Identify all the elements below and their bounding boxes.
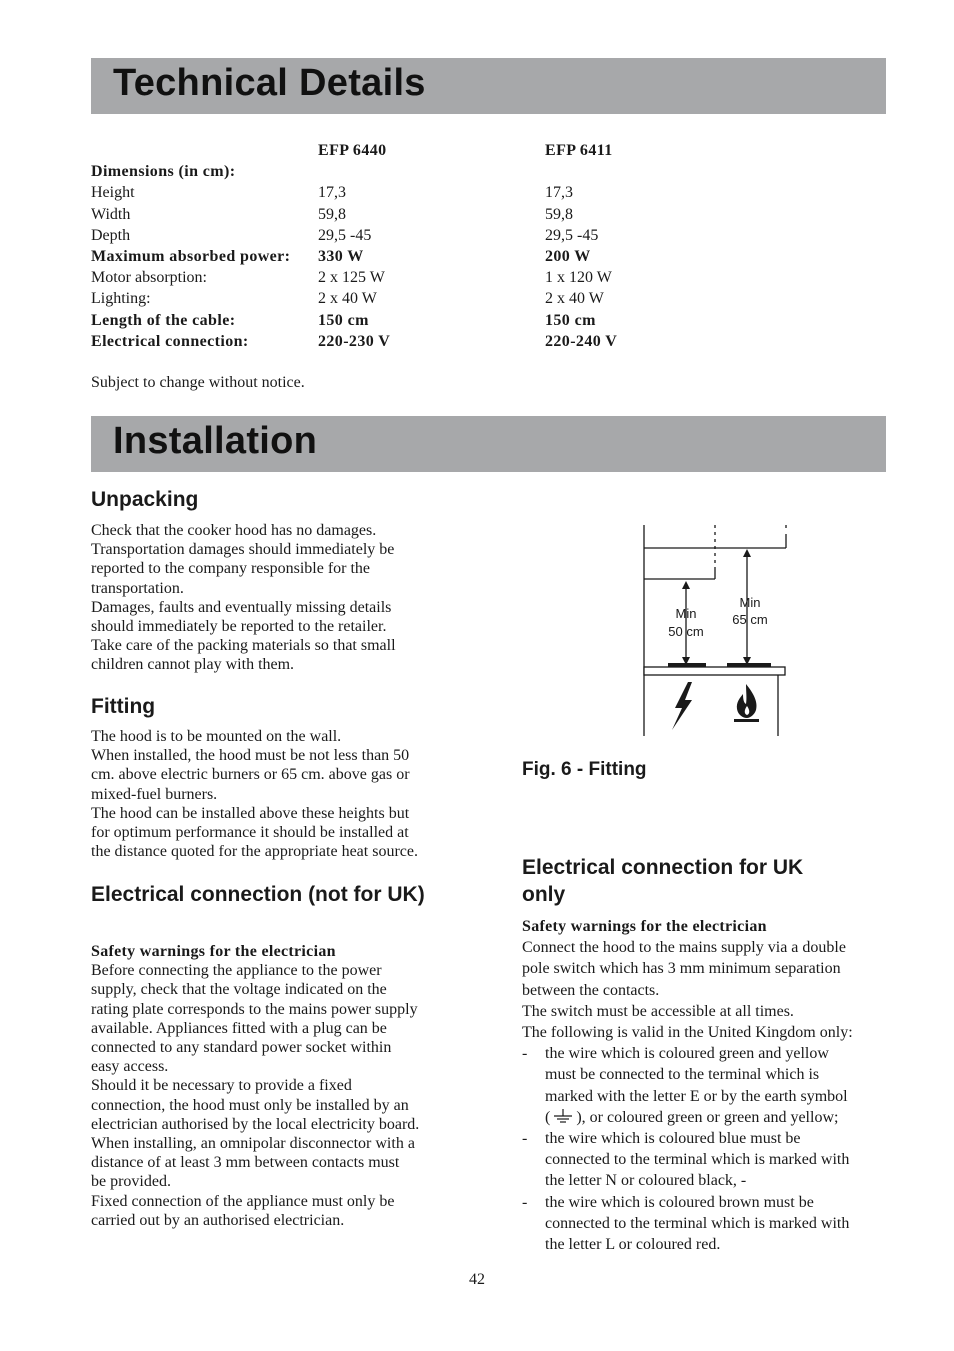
section-title-installation: Installation bbox=[113, 420, 318, 462]
elec-uk-heading: Electrical connection for UK only bbox=[522, 856, 804, 906]
gas-arrow-up bbox=[743, 549, 751, 557]
text-line-tail: ), or coloured green or green and yellow; bbox=[576, 1108, 839, 1126]
fitting-heading: Fitting bbox=[91, 695, 156, 718]
spec-value: 220-240 V bbox=[545, 332, 618, 350]
fitting-text bbox=[91, 727, 418, 861]
spec-label: Depth bbox=[91, 226, 131, 244]
spec-value: 150 cm bbox=[545, 311, 596, 329]
text-line: the wire which is coloured green and yellow bbox=[545, 1045, 829, 1063]
text-line: electrician authorised by the local electricity board. bbox=[91, 1115, 420, 1133]
text-line: Fixed connection of the appliance must only be bbox=[91, 1192, 395, 1210]
spec-value: 17,3 bbox=[545, 184, 573, 202]
dimensions-label: Dimensions (in cm): bbox=[91, 163, 236, 181]
text-line: easy access. bbox=[91, 1058, 169, 1076]
spec-value: 2 x 40 W bbox=[318, 290, 377, 308]
text-line: When installing, an omnipolar disconnector with a bbox=[91, 1135, 415, 1153]
model-2-header: EFP 6411 bbox=[545, 142, 613, 159]
text-line: Should it be necessary to provide a fixed bbox=[91, 1077, 352, 1095]
text-line: mixed-fuel burners. bbox=[91, 785, 218, 803]
elec-uk-subheading: Safety warnings for the electrician bbox=[522, 918, 767, 935]
spec-value: 200 W bbox=[545, 247, 591, 265]
text-line: Before connecting the appliance to the power bbox=[91, 962, 382, 980]
text-line: distance of at least 3 mm between contacts must bbox=[91, 1154, 400, 1172]
spec-value: 29,5 -45 bbox=[545, 226, 599, 244]
text-line: Check that the cooker hood has no damages. bbox=[91, 522, 377, 539]
text-line: children cannot play with them. bbox=[91, 656, 295, 674]
electric-burner bbox=[668, 663, 706, 667]
spec-value: 2 x 40 W bbox=[545, 290, 604, 308]
bullet-dash: - bbox=[522, 1193, 528, 1211]
spec-label: Electrical connection: bbox=[91, 332, 249, 350]
elec-not-uk-text bbox=[91, 942, 419, 1230]
spec-label: Motor absorption: bbox=[91, 269, 207, 287]
figure-caption: Fig. 6 - Fitting bbox=[522, 759, 647, 780]
spec-value: 29,5 -45 bbox=[318, 226, 372, 244]
text-line: Damages, faults and eventually missing details bbox=[91, 598, 392, 616]
notice-text: Subject to change without notice. bbox=[91, 374, 305, 391]
bullet-blue bbox=[522, 1128, 853, 1192]
gas-distance-label: 65 cm bbox=[732, 612, 768, 627]
spec-value: 17,3 bbox=[318, 184, 346, 202]
text-line: Connect the hood to the mains supply via a double bbox=[522, 939, 846, 957]
spec-value: 330 W bbox=[318, 247, 364, 265]
text-line: rating plate corresponds to the mains power supply bbox=[91, 1000, 418, 1018]
text-line: should immediately be reported to the retailer. bbox=[91, 618, 387, 636]
text-line: connected to any standard power socket within bbox=[91, 1039, 392, 1057]
text-line: Take care of the packing materials so that small bbox=[91, 637, 396, 655]
text-line: connected to the terminal which is marked with bbox=[545, 1151, 850, 1169]
text-line: the distance quoted for the appropriate heat source. bbox=[91, 843, 418, 861]
text-line: reported to the company responsible for the bbox=[91, 560, 371, 578]
text-line: the letter N or coloured black, - bbox=[545, 1172, 747, 1190]
spec-label: Width bbox=[91, 205, 131, 223]
text-line: for optimum performance it should be installed at bbox=[91, 824, 409, 842]
text-line: the wire which is coloured brown must be bbox=[545, 1193, 814, 1211]
spec-label: Length of the cable: bbox=[91, 311, 236, 329]
text-line: must be connected to the terminal which is bbox=[545, 1066, 820, 1084]
earth-symbol-icon bbox=[552, 1109, 574, 1123]
page-number: 42 bbox=[469, 1271, 485, 1288]
bullet-green-yellow bbox=[522, 1043, 853, 1128]
text-line: transportation. bbox=[91, 579, 184, 597]
unpacking-text bbox=[91, 521, 396, 675]
unpacking-heading: Unpacking bbox=[91, 488, 199, 511]
spec-value: 220-230 V bbox=[318, 332, 391, 350]
hob-surface bbox=[644, 667, 785, 675]
gas-burner bbox=[727, 663, 771, 667]
text-line: Transportation damages should immediately be bbox=[91, 541, 395, 559]
fitting-diagram bbox=[630, 520, 800, 742]
flame-base-icon bbox=[734, 719, 759, 722]
text-line: be provided. bbox=[91, 1173, 171, 1191]
gas-min-label: Min bbox=[739, 595, 761, 610]
text-line: connected to the terminal which is marked with bbox=[545, 1214, 850, 1232]
text-line: the wire which is coloured blue must be bbox=[545, 1130, 801, 1148]
text-line: The hood is to be mounted on the wall. bbox=[91, 728, 342, 745]
elec-uk-text bbox=[522, 916, 853, 1255]
section-title-technical: Technical Details bbox=[113, 62, 426, 104]
electric-min-label: Min bbox=[675, 606, 697, 621]
text-line: The following is valid in the United Kingdom only: bbox=[522, 1024, 853, 1042]
text-line: pole switch which has 3 mm minimum separation bbox=[522, 960, 841, 978]
text-line: marked with the letter E or by the earth symbol bbox=[545, 1087, 848, 1105]
text-line: the letter L or coloured red. bbox=[545, 1236, 721, 1254]
model-1-header: EFP 6440 bbox=[318, 142, 387, 159]
bullet-brown bbox=[522, 1192, 853, 1256]
flame-icon bbox=[737, 684, 757, 718]
electric-arrow-up bbox=[682, 581, 690, 589]
text-line: The switch must be accessible at all times. bbox=[522, 1002, 794, 1020]
text-line: between the contacts. bbox=[522, 981, 660, 999]
lightning-icon bbox=[672, 682, 692, 730]
elec-not-uk-heading: Electrical connection (not for UK) bbox=[91, 883, 425, 906]
section-header-technical bbox=[91, 58, 886, 114]
spec-label: Lighting: bbox=[91, 290, 151, 308]
electric-distance-label: 50 cm bbox=[668, 624, 704, 639]
text-line: available. Appliances fitted with a plug can be bbox=[91, 1019, 387, 1037]
text-line: When installed, the hood must be not less than 50 bbox=[91, 747, 410, 765]
text-line: carried out by an authorised electrician. bbox=[91, 1211, 345, 1229]
text-line: connection, the hood must only be installed by an bbox=[91, 1096, 409, 1114]
text-line: cm. above electric burners or 65 cm. above gas or bbox=[91, 766, 410, 784]
paren-open: ( bbox=[545, 1108, 551, 1126]
section-header-installation bbox=[91, 416, 886, 472]
spec-value: 59,8 bbox=[318, 205, 346, 223]
spec-label: Height bbox=[91, 184, 135, 202]
bullet-dash: - bbox=[522, 1045, 528, 1063]
text-line: The hood can be installed above these heights but bbox=[91, 804, 410, 822]
spec-value: 150 cm bbox=[318, 311, 369, 329]
bullet-dash: - bbox=[522, 1130, 528, 1148]
spec-value: 2 x 125 W bbox=[318, 269, 385, 287]
elec-not-uk-subheading: Safety warnings for the electrician bbox=[91, 943, 336, 960]
spec-value: 59,8 bbox=[545, 205, 573, 223]
spec-value: 1 x 120 W bbox=[545, 269, 612, 287]
spec-label: Maximum absorbed power: bbox=[91, 247, 291, 265]
text-line: supply, check that the voltage indicated on the bbox=[91, 981, 387, 999]
text-line bbox=[545, 1107, 853, 1128]
